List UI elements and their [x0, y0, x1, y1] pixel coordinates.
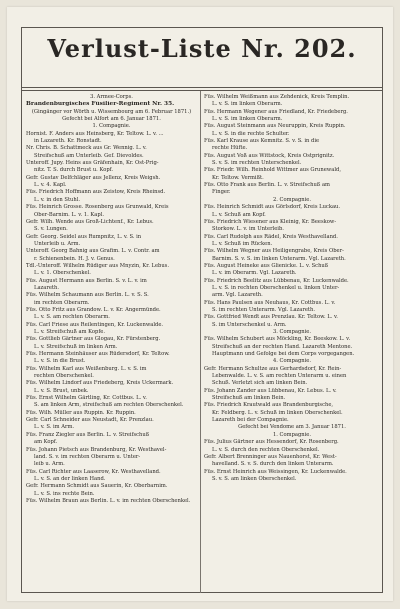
casualty-entry-line: nitz. T. S. durch Brust u. Kopf. [34, 167, 114, 174]
casualty-entry-line: land. S. v. im rechten Oberarm u. Unter- [34, 453, 141, 460]
casualty-entry-line: L. v. S. ins rechte Bein. [34, 490, 95, 497]
section-heading: 2. Compagnie. [272, 196, 312, 203]
casualty-entry-line: L. v. S. im Arm. [34, 424, 75, 431]
casualty-entry-line: L. v. S. durch den rechten Oberschenkel. [212, 446, 320, 453]
casualty-entry-line: Füs. Johann Pietsch aus Brandenburg, Kr. Westhavel- [26, 446, 167, 453]
casualty-entry-line: im rechten Oberarm. [34, 299, 90, 306]
casualty-entry-line: L. v. 1. Oberschenkel. [34, 270, 91, 277]
casualty-entry-line: S. im Unterschenkel u. Arm. [212, 321, 287, 328]
casualty-entry-line: arm. Vgl. Lazareth. [212, 292, 263, 299]
casualty-entry-line: Lebenwalde. L. v. S. am rechten Unterarm u. einen [212, 373, 347, 380]
casualty-entry-line: Lazareth bei der Compagnie. [212, 417, 289, 424]
casualty-entry-line: Ober-Barnim. L. v. 1. Kapl. [34, 211, 105, 218]
section-heading: 3. Armee-Corps. [90, 94, 133, 100]
casualty-entry-line: Barnim. S. v. S. im linken Unterarm. Vgl. Lazareth. [212, 255, 346, 262]
title-rule-double [22, 90, 382, 91]
casualty-entry-line: Füs. August Hermann aus Berlin. S. v. L. v. im [26, 277, 147, 284]
casualty-entry-line: L. v. S. in rechten Oberschenkel u. linken Unter- [212, 284, 340, 291]
section-heading: (Gingänger vor Wörth u. Wissembourg am 6. Februar 1871.) [31, 108, 192, 115]
casualty-entry-line: Füs. Heinrich Grosse. Rosenberg aus Grunwald, Kreis [26, 204, 169, 211]
casualty-entry-line: Gefr. Wilh. Wende aus Groß-Lichtenf., Kr. Lebus. [26, 218, 154, 225]
casualty-entry-line: Füs. Heinrich Schmidt aus Görlsdorf, Kreis Luckau. [204, 204, 341, 211]
casualty-entry-line: Füs. Friedr. Wilh. Reinhold Wittmer aus Grunewald, [204, 167, 341, 174]
casualty-entry-line: Kr. Feldberg. L. v. Schuß im linken Oberschenkel. [212, 409, 343, 416]
casualty-entry-line: S. v. Lungen. [34, 226, 68, 233]
casualty-entry-line: rechten Oberschenkel. [34, 373, 94, 380]
casualty-entry-line: Füs. August Steinmann aus Neuruppin, Kreis Ruppin. [204, 123, 346, 130]
casualty-entry-line: Füs. Gottlieb Gärtner aus Glogau, Kr. Fürstenberg. [26, 336, 161, 343]
casualty-entry-line: L. v. S. Brust, unbek. [34, 387, 89, 394]
section-heading: Gefecht bei Alfort am 6. Januar 1871. [62, 116, 161, 123]
section-heading: Gefecht bei Vendome am 3. Januar 1871. [238, 424, 346, 431]
casualty-entry-line: Füs. Carl Friese aus Reilentingen, Kr. Luckenwalde. [26, 321, 164, 328]
casualty-entry-line: Streifschuß am Unterleib. Gef. Dievoldes. [34, 152, 144, 159]
casualty-entry-line: L. v. in den Stuhl. [34, 196, 81, 203]
casualty-entry-line: Füs. Franz Ziegler aus Berlin. L. v. Streifschuß [26, 431, 150, 438]
casualty-entry-line: Füs. Friedrich Beelitz aus Lübbenau, Kr. Luckenwalde. [204, 277, 349, 284]
casualty-entry-line: Füs. Otto Frank aus Berlin. L. v. Streifschuß am [204, 182, 330, 189]
casualty-entry-line: Hauptmann und Gefolge bei dem Corps vorgegangen. [212, 351, 355, 358]
section-heading: 1. Compagnie. [92, 123, 131, 130]
casualty-entry-line: Kr. Teltow. Vermißt. [212, 174, 264, 181]
page-title: Verlust-Liste Nr. 202. [47, 34, 357, 63]
casualty-entry-line: havelland. S. v. S. durch den linken Unterarm. [212, 461, 334, 468]
casualty-entry-line: Füs. Friedrich Wiesener aus Kleinig, Kr. Beeskow- [204, 218, 337, 225]
casualty-entry-line: Füs. August Heineke aus Glienicke. L. v. Schuß [204, 262, 329, 269]
casualty-entry-line: Nr. Chris. B. Schattmeck aus Gr. Wennig. L. v. [26, 145, 147, 152]
casualty-entry-line: Füs. Carl Rudolph aus Rädel, Kreis Westhavelland. [204, 233, 338, 240]
casualty-entry-line: leib u. Arm. [34, 461, 65, 468]
casualty-entry-line: Füs. Wilh. Müller aus Ruppin. Kr. Ruppin. [26, 409, 136, 416]
casualty-entry-line: Unteroff. Jupy. Heins aus Gräfenhain, Kr. Ost-Prig- [26, 160, 159, 167]
casualty-entry-line: Füs. Wilhelm Karl aus Weißenburg. L. v. S. im [26, 365, 147, 372]
left-column [26, 94, 197, 590]
casualty-entry-line: Füs. August Voß aus Wittstock, Kreis Ostprignitz. [204, 152, 335, 159]
casualty-entry-line: Füs. Gottfried Wendt aus Prenzlau. Kr. Teltow. L. v. [204, 314, 338, 321]
right-column [204, 94, 380, 590]
casualty-entry-line: Gefr. Hermann Schultze aus Gerhardsdorf, Kr. Rein- [204, 365, 342, 372]
casualty-entry-line: S. im rechten Unterarm. Vgl. Lazareth. [212, 306, 315, 313]
casualty-entry-line: Lazareth. [34, 284, 59, 291]
casualty-entry-line: Füs. Wilhelm Lindorf aus Friedeberg, Kreis Uckermark. [26, 380, 174, 387]
casualty-entry-line: L. v. 4. Kapl. [34, 182, 67, 189]
casualty-entry-line: Hornist. F. Anders aus Heinsberg, Kr. Teltow. L. v. ... [26, 130, 164, 137]
section-heading: 4. Compagnie. [272, 358, 312, 365]
casualty-entry-line: Füs. Hermann Steinhäuser aus Rüdersdorf, Kr. Teltow. [26, 351, 170, 358]
casualty-entry-line: Unteroff. Georg Bahnig aus Grafim. L. v. Contr. am [26, 248, 160, 255]
casualty-entry-line: Füs. Wilhelm Schubert aus Möckling, Kr. Beeskow. L. v. [204, 336, 351, 343]
casualty-entry-line: Füs. Hans Paulsen aus Neuhaus, Kr. Cottbus. L. v. [204, 299, 336, 306]
casualty-entry-line: Gefr. Albert Brenninger aus Nauenhorst, Kr. West- [204, 453, 337, 460]
casualty-entry-line: L. v. Streifschuß am Kopfe. [34, 329, 105, 335]
casualty-entry-line: Finger. [212, 189, 231, 196]
title-rule [22, 87, 382, 88]
casualty-entry-line: L. v. im Oberarm. Vgl. Lazareth. [212, 270, 297, 277]
casualty-entry-line: Brandenburgisches Füsilier-Regiment Nr. 35. [26, 101, 175, 108]
casualty-entry-line: L. v. Streifschuß im linken Arm. [34, 343, 118, 350]
casualty-entry-line: Füs. Wilhelm Braun aus Berlin. L. v. im rechten Oberschenkel. [26, 497, 191, 504]
casualty-entry-line: Füs. Wilhelm Weißmann aus Zehdenick, Kreis Templin. [204, 94, 350, 100]
casualty-entry-line: Füs. Ernst Wilhelm Gärtling, Kr. Cottbus. L. v. [26, 395, 147, 402]
casualty-entry-line: Füs. Otto Fritz aus Grandow. L. v. Kr. Angermünde. [26, 306, 161, 313]
casualty-entry-line: S. v. S. im rechten Unterschenkel. [212, 160, 302, 167]
casualty-entry-line: L. v. S. in die Brust. [34, 358, 86, 365]
casualty-entry-line: Füs. Carl Richter aus Laaserow, Kr. Westhavelland. [26, 468, 161, 475]
casualty-entry-line: Gefr. Hermann Schmidt aus Sauerin, Kr. Oberbarnim. [26, 483, 168, 490]
casualty-entry-line: Füs. Johann Zander aus Lübbenau, Kr. Lebus. L. v. [204, 387, 337, 394]
page-border [21, 27, 383, 593]
casualty-entry-line: rechte Hüfte. [212, 145, 248, 152]
casualty-entry-line: Streifschuß am linken Bein. [212, 395, 286, 402]
casualty-entry-line: Gefr. Georg. Seidel aus Rumpnitz, L. v. S. in [26, 233, 142, 240]
section-heading: 3. Compagnie. [272, 329, 312, 335]
casualty-entry-line: Füs. Friedrich Krautwald aus Brandenburgische, [204, 402, 334, 409]
casualty-entry-line: Gefr. Carl Schneider aus Neustadt, Kr. Prenzlau. [26, 417, 154, 424]
casualty-entry-line: Füs. Wilhelm Wegner aus Heiligengrabe, Kreis Ober- [204, 248, 344, 255]
casualty-entry-line: L. v. Schuß im Rücken. [212, 240, 273, 247]
casualty-entry-line: am Kopf. [34, 439, 58, 446]
casualty-entry-line: L. v. S. im linken Oberarm. [212, 101, 283, 108]
casualty-entry-line: r. Schienenbein. H. J. v. Genus. [34, 255, 115, 262]
casualty-entry-line: Füs. Hermann Wegener aus Friedland, Kr. Friedeberg. [204, 108, 348, 115]
casualty-entry-line: Füs. Karl Krause aus Kemnitz. S. v. S. in die [204, 138, 320, 145]
casualty-entry-line: in Lazareth. Kr. Ronstadt. [34, 138, 102, 145]
casualty-entry-line: L. v. S. an der linken Hand. [34, 475, 106, 482]
casualty-entry-line: L. v. S. im linken Oberarm. [212, 116, 283, 123]
casualty-entry-line: Tdl.-Unteroff. Wilhelm Rüdiger aus Mnyzin, Kr. Lebus. [26, 262, 169, 269]
casualty-entry-line: Füs. Friedrich Hoffmann aus Zeistow, Kreis Rheinsd. [26, 189, 166, 196]
casualty-entry-line: Storkow. L. v. im Unterleib. [212, 226, 284, 233]
casualty-entry-line: Unterleib u. Arm. [34, 240, 81, 247]
casualty-entry-line: Füs. Julius Gärtner aus Hessendorf, Kr. Rosenberg. [204, 439, 339, 446]
casualty-entry-line: Schuß. Verletzt sich am linken Bein. [212, 380, 308, 387]
casualty-entry-line: S. am linken Arm, streifschuß am rechten Oberschenkel. [34, 402, 184, 409]
casualty-entry-line: L. v. S. in die rechte Schulter. [212, 130, 290, 137]
casualty-entry-line: Gefr. Gustav Delfchläger aus Jellenz, Kreis Weigsh. [26, 174, 161, 181]
casualty-entry-line: Füs. Ernst Heinrich aus Weissingen, Kr. Luckenwalde. [204, 468, 347, 475]
casualty-entry-line: S. v. S. am linken Oberschenkel. [212, 475, 297, 482]
section-heading: 1. Compagnie. [272, 431, 312, 438]
casualty-entry-line: Streifschuß an der rechten Hand. Lazareth Mentone. [212, 343, 353, 350]
casualty-entry-line: Füs. Wilhelm Schaumann aus Berlin. L. v. S. S. [26, 292, 149, 299]
column-divider [200, 91, 201, 593]
casualty-entry-line: L. v. Schuß am Kopf. [212, 211, 266, 218]
document-page [7, 7, 393, 601]
casualty-entry-line: L. v. S. am rechten Oberarm. [34, 314, 110, 321]
